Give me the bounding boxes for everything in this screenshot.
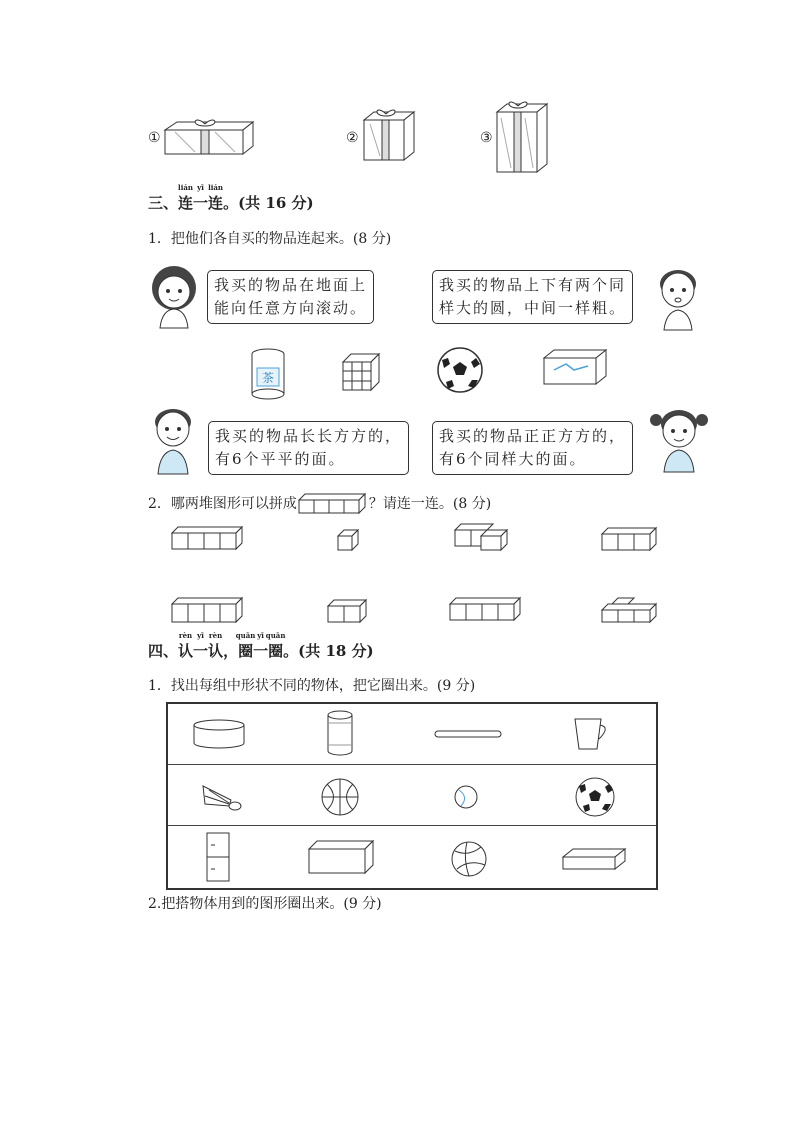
ruby-lian-2: lián 连 [208,183,224,212]
rubik-cube-image [341,352,381,392]
volleyball-image [452,842,486,876]
shuttlecock-image [203,786,241,810]
ruby-ren-1: rèn 认 [178,631,194,660]
block-pile-1b [338,530,360,552]
block-pile-1a [172,525,244,551]
boy-avatar-thinking [652,262,704,332]
stick-cylinder-image [435,731,501,737]
locker-cabinet-image [207,833,229,881]
target-block-shape [299,492,367,514]
gift-3-label: ③ [480,130,493,146]
football-image [576,778,614,816]
table-row [167,765,657,826]
ruby-ren-2: rèn 认 [208,631,224,660]
block-pile-1c [455,522,509,552]
speech-bubble-cube: 我买的物品正正方方的， 有6个同样大的面。 [432,421,633,475]
gift-box-tall-image [497,102,549,174]
gift-box-flat-image [165,118,255,156]
ruby-lian-1: lián 连 [178,183,194,212]
pencil-box-image [540,348,610,392]
ruby-quan-2: quān 圈 [265,631,286,660]
flat-cuboid-image [563,849,625,869]
gift-1-label: ① [148,130,161,146]
question-4-1: 1．找出每组中形状不同的物体，把它圈出来。(9 分) [148,678,476,694]
section-3-heading: 三、 lián 连 yī 一 lián 连。(共 16 分) [148,183,314,212]
girl-avatar [148,262,200,330]
block-pile-1d [602,528,660,552]
short-cylinder-image [194,720,244,748]
can-cylinder-image [328,711,352,755]
shapes-table [166,702,658,890]
table-row-3 [167,826,657,890]
mug-image [575,719,605,749]
speech-bubble-rolling: 我买的物品在地面上 能向任意方向滚动。 [207,270,374,324]
girl-avatar-pigtails [650,404,708,474]
table-row-1 [167,703,657,765]
block-pile-2a [172,596,248,624]
ruby-quan-1: quān 圈 [235,631,256,660]
row-3-objects [169,827,655,887]
tea-can-cylinder-image [250,348,290,400]
question-3-1: 1．把他们各自买的物品连起来。(8 分) [148,231,392,247]
table-row [167,703,657,765]
question-4-2: 2.把搭物体用到的图形圈出来。(9 分) [148,896,382,912]
block-pile-2b [328,600,368,624]
cuboid-box-image [309,841,373,873]
basketball-image [322,779,358,815]
speech-bubble-cuboid: 我买的物品长长方方的， 有6个平平的面。 [208,421,409,475]
speech-bubble-cylinder: 我买的物品上下有两个同 样大的圆，中间一样粗。 [432,270,633,324]
section-4-heading: 四、 rèn 认 yī 一 rèn 认， quān 圈 yī 一 quān 圈。(共 18 分) [148,631,374,660]
ruby-yi-2: yī 一 [193,631,209,660]
boy-avatar [148,402,198,476]
block-pile-2c [450,596,520,622]
svg-text:茶: 茶 [261,371,275,385]
ruby-yi-1: yī 一 [193,183,209,212]
table-row-2 [167,765,657,826]
small-ball-image [455,786,477,808]
soccer-ball-image [436,346,484,394]
block-pile-2d [602,596,658,624]
ruby-yi-3: yī 一 [253,631,269,660]
gift-box-cube-image [364,110,416,162]
table-row [167,826,657,890]
question-3-2: 2．哪两堆图形可以拼成 ？请连一连。(8 分) [148,492,491,514]
row-2-objects [169,766,655,824]
row-1-objects [169,705,655,763]
gift-2-label: ② [346,130,359,146]
